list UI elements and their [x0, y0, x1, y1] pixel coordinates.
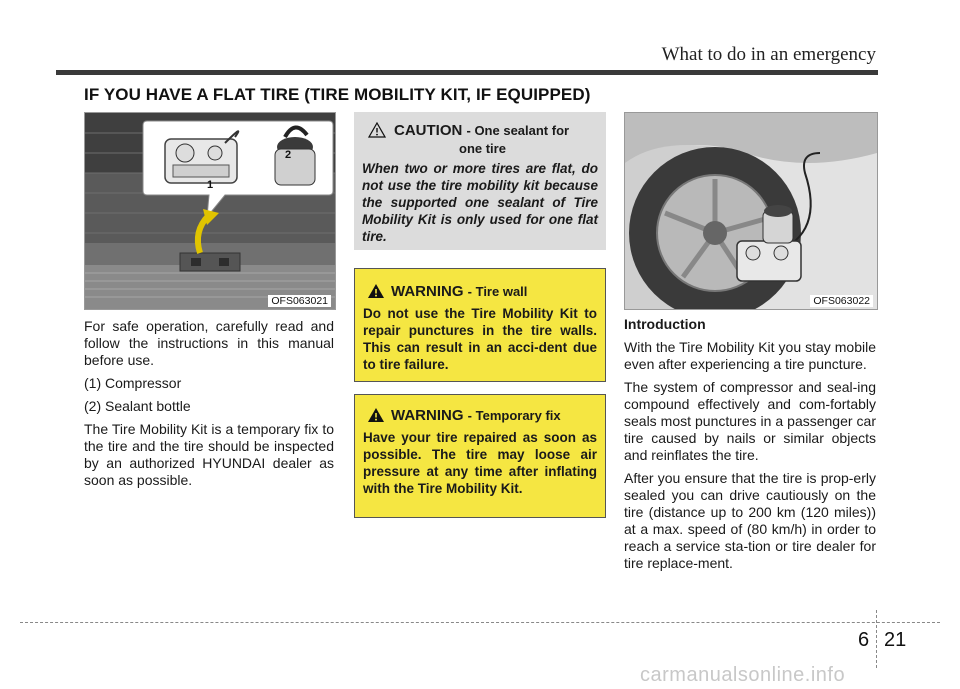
caution-subtitle-wrap — [459, 140, 506, 157]
footer-rule — [20, 622, 940, 623]
caution-subtitle-line2: one tire — [459, 141, 506, 156]
figure-caption: OFS063022 — [810, 295, 873, 307]
intro-paragraph: For safe operation, carefully read and follow the instructions in this manual before use. — [84, 318, 334, 368]
warning2-subtitle: - Temporary fix — [467, 408, 561, 423]
caution-label: CAUTION — [394, 122, 463, 139]
header-title: What to do in an emergency — [661, 44, 876, 65]
trunk-illustration — [85, 113, 335, 309]
caution-body: When two or more tires are flat, do not use the tire mobility kit because the supported one sealant of Tire Mobility Kit is only used for one flat tire. — [362, 161, 598, 244]
caution-subtitle-line1: - One sealant for — [466, 123, 570, 138]
section-title: IF YOU HAVE A FLAT TIRE (TIRE MOBILITY KIT, IF EQUIPPED) — [84, 85, 591, 104]
warning-box-temporary-fix — [354, 394, 606, 518]
warning-triangle-icon — [367, 407, 385, 423]
caution-triangle-icon — [368, 122, 386, 138]
page-number: 21 — [884, 629, 907, 651]
warning2-body: Have your tire repaired as soon as possible. The tire may loose air pressure at any time after inflating with the Tire Mobility Kit. — [363, 430, 597, 496]
introduction-paragraph-2: The system of compressor and seal-ing compound effectively and com-fortably seals most punctures in a passenger car tire caused by nails or similar objects and reinflates the tire. — [624, 379, 876, 463]
warning2-label: WARNING — [391, 407, 464, 424]
figure-tire-compressor — [624, 112, 878, 310]
caution-box — [354, 112, 606, 250]
chapter-number: 6 — [858, 629, 870, 651]
header-rule — [56, 70, 878, 75]
warning1-heading — [391, 283, 527, 300]
figure-caption: OFS063021 — [268, 295, 331, 307]
warning-triangle-icon — [367, 283, 385, 299]
warning1-subtitle: - Tire wall — [467, 284, 528, 299]
warning1-label: WARNING — [391, 283, 464, 300]
warning1-body: Do not use the Tire Mobility Kit to repair punctures in the tire walls. This can result in an acci-dent due to tire failure. — [363, 306, 597, 372]
watermark: carmanualsonline.info — [640, 664, 846, 686]
introduction-paragraph-3: After you ensure that the tire is prop-erly sealed you can drive cautiously on the tire (distance up to 200 km (120 miles)) at a max. speed of (80 km/h) in order to reach a service sta-tion or tire dealer for tire replace-ment. — [624, 470, 876, 571]
tire-illustration — [625, 113, 877, 309]
introduction-heading: Introduction — [624, 316, 706, 332]
warning2-heading — [391, 407, 561, 424]
callout-number-1: 1 — [207, 179, 214, 191]
introduction-paragraph-1: With the Tire Mobility Kit you stay mobile even after experiencing a tire puncture. — [624, 339, 876, 372]
figure-trunk-kit — [84, 112, 336, 310]
callout-number-2: 2 — [285, 149, 292, 161]
warning-box-tire-wall — [354, 268, 606, 382]
list-item-sealant: (2) Sealant bottle — [84, 398, 191, 414]
footer-divider — [876, 610, 877, 668]
caution-heading — [394, 122, 569, 139]
list-item-compressor: (1) Compressor — [84, 375, 182, 391]
temporary-fix-paragraph: The Tire Mobility Kit is a temporary fix to the tire and the tire should be inspected by an authorized HYUNDAI dealer as soon as possible. — [84, 421, 334, 488]
right-column — [624, 316, 876, 578]
left-column — [84, 318, 334, 495]
